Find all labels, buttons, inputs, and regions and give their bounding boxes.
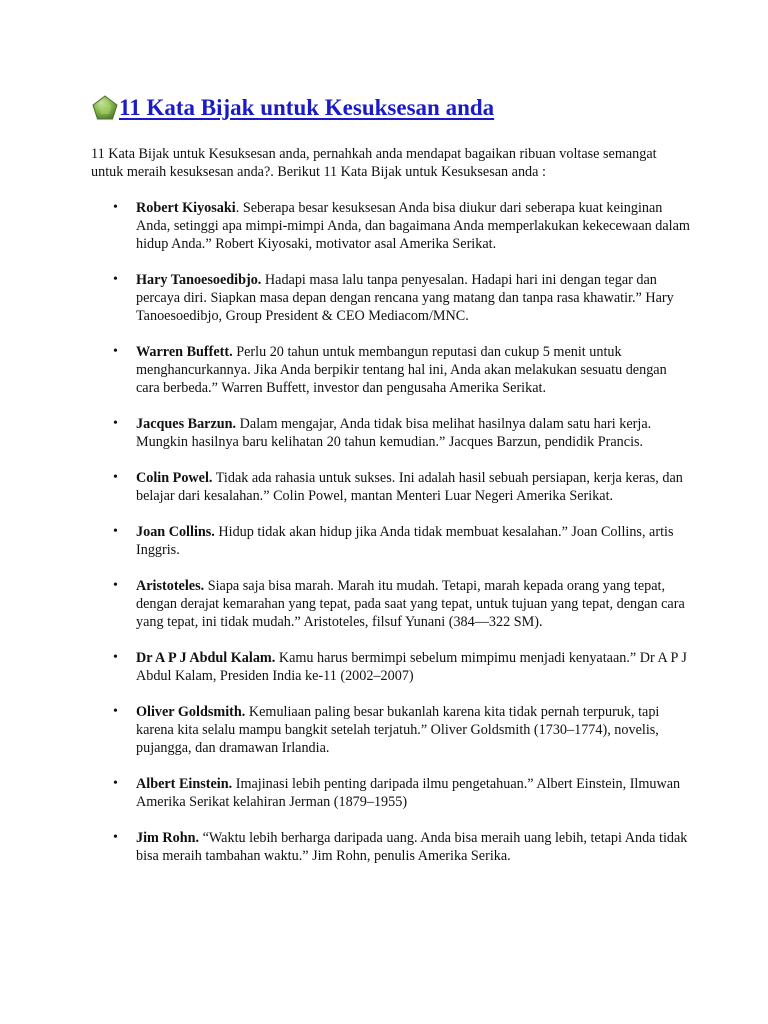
- list-item: [91, 469, 691, 505]
- quote-text: Perlu 20 tahun untuk membangun reputasi dan cukup 5 menit untuk menghancurkannya. Jika Anda berpikir tentang hal ini, Anda akan melakukan sesuatu dengan cara berbeda.” Warren Buffett, investor dan pengusaha Amerika Serikat.: [136, 344, 667, 396]
- bullet-icon: •: [113, 524, 118, 539]
- quote-author: Jim Rohn.: [136, 830, 200, 846]
- bullet-icon: •: [113, 416, 118, 431]
- bullet-icon: •: [113, 704, 118, 719]
- intro-paragraph: 11 Kata Bijak untuk Kesuksesan anda, pernahkah anda mendapat bagaikan ribuan voltase semangat untuk meraih kesuksesan anda?. Berikut 11 Kata Bijak untuk Kesuksesan anda :: [91, 146, 657, 180]
- title-row: [91, 88, 691, 128]
- quote-list: [91, 199, 691, 865]
- quote-author: Hary Tanoesoedibjo.: [136, 272, 262, 288]
- quote-text: Kamu harus bermimpi sebelum mimpimu menjadi kenyataan.” Dr A P J Abdul Kalam, Presiden India ke-11 (2002–2007): [136, 650, 687, 684]
- green-pentagon-gem-icon: [91, 94, 119, 122]
- list-item: [91, 775, 691, 811]
- article-title-link[interactable]: 11 Kata Bijak untuk Kesuksesan anda: [119, 95, 495, 120]
- quote-text: “Waktu lebih berharga daripada uang. Anda bisa meraih uang lebih, tetapi Anda tidak bisa meraih tambahan waktu.” Jim Rohn, penulis Amerika Serika.: [136, 830, 688, 864]
- quote-text: Imajinasi lebih penting daripada ilmu pengetahuan.” Albert Einstein, Ilmuwan Amerika Serikat kelahiran Jerman (1879–1955): [136, 776, 681, 810]
- bullet-icon: •: [113, 344, 118, 359]
- bullet-icon: •: [113, 776, 118, 791]
- bullet-icon: •: [113, 200, 118, 215]
- quote-text: Hidup tidak akan hidup jika Anda tidak membuat kesalahan.” Joan Collins, artis Inggris.: [136, 524, 674, 558]
- quote-text: Kemuliaan paling besar bukanlah karena kita tidak pernah terpuruk, tapi karena kita selalu mampu bangkit setelah terjatuh.” Oliver Goldsmith (1730–1774), novelis, pujangga, dan dramawan Irlandia.: [136, 704, 660, 756]
- quote-author: Oliver Goldsmith.: [136, 704, 246, 720]
- quote-text: . Seberapa besar kesuksesan Anda bisa diukur dari seberapa kuat keinginan Anda, setinggi apa mimpi-mimpi Anda, dan bagaimana Anda memperlakukan kekecewaan dalam hidup Anda.” Robert Kiyosaki, motivator asal Amerika Serikat.: [136, 200, 690, 252]
- list-item: [91, 343, 691, 397]
- bullet-icon: •: [113, 470, 118, 485]
- quote-text: Hadapi masa lalu tanpa penyesalan. Hadapi hari ini dengan tegar dan percaya diri. Siapkan masa depan dengan rencana yang matang dan tanpa rasa khawatir.” Hary Tanoesoedibjo, Group President & CEO Mediacom/MNC.: [136, 272, 674, 324]
- quote-author: Albert Einstein.: [136, 776, 233, 792]
- quote-author: Dr A P J Abdul Kalam.: [136, 650, 276, 666]
- quote-text: Siapa saja bisa marah. Marah itu mudah. Tetapi, marah kepada orang yang tepat, dengan derajat kemarahan yang tepat, pada saat yang tepat, untuk tujuan yang tepat, dengan cara yang tepat, ini tidak mudah.” Aristoteles, filsuf Yunani (384—322 SM).: [136, 578, 685, 630]
- quote-author: Jacques Barzun.: [136, 416, 237, 432]
- quote-text: Dalam mengajar, Anda tidak bisa melihat hasilnya dalam satu hari kerja. Mungkin hasilnya baru kelihatan 20 tahun kemudian.” Jacques Barzun, pendidik Prancis.: [136, 416, 652, 450]
- list-item: [91, 649, 691, 685]
- quote-author: Colin Powel.: [136, 470, 213, 486]
- quote-author: Robert Kiyosaki: [136, 200, 236, 216]
- bullet-icon: •: [113, 578, 118, 593]
- bullet-icon: •: [113, 830, 118, 845]
- list-item: [91, 271, 691, 325]
- list-item: [91, 523, 691, 559]
- list-item: [91, 577, 691, 631]
- quote-text: Tidak ada rahasia untuk sukses. Ini adalah hasil sebuah persiapan, kerja keras, dan belajar dari kesalahan.” Colin Powel, mantan Menteri Luar Negeri Amerika Serikat.: [136, 470, 683, 504]
- list-item: [91, 829, 691, 865]
- bullet-icon: •: [113, 272, 118, 287]
- list-item: [91, 199, 691, 253]
- document-page: [91, 88, 691, 883]
- quote-author: Joan Collins.: [136, 524, 215, 540]
- bullet-icon: •: [113, 650, 118, 665]
- quote-author: Warren Buffett.: [136, 344, 233, 360]
- quote-author: Aristoteles.: [136, 578, 205, 594]
- list-item: [91, 703, 691, 757]
- list-item: [91, 415, 691, 451]
